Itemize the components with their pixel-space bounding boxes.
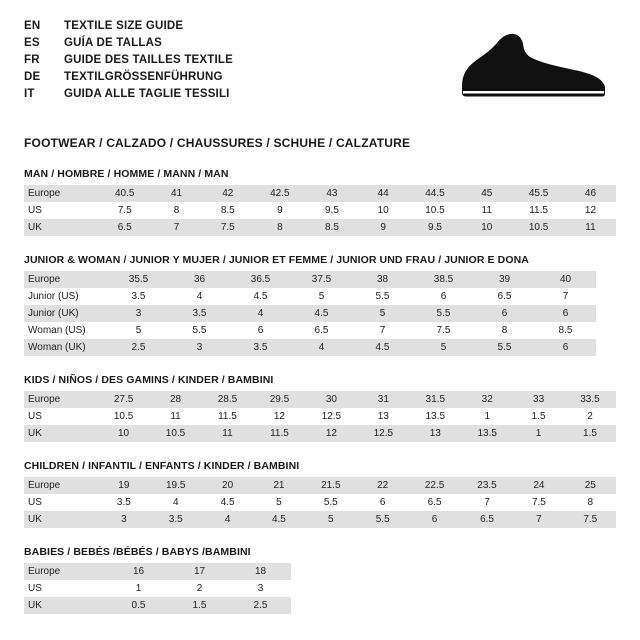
size-cell: 6 [474, 305, 535, 322]
size-cell: 19 [98, 477, 149, 494]
language-code: ES [24, 37, 40, 49]
size-cell: 9.5 [306, 202, 358, 219]
size-cell: 5.5 [474, 339, 535, 356]
size-table [24, 391, 616, 442]
size-cell: 9 [358, 219, 409, 236]
size-cell: 12.5 [357, 425, 409, 442]
size-cell: 28.5 [202, 391, 254, 408]
size-cell: 6 [535, 339, 596, 356]
size-cell: 40 [535, 271, 596, 288]
size-cell: 7.5 [413, 322, 474, 339]
size-cell: 7 [352, 322, 413, 339]
size-block-title: KIDS / NIÑOS / DES GAMINS / KINDER / BAMBINI [24, 374, 274, 386]
size-cell: 6.5 [291, 322, 352, 339]
size-cell: 17 [169, 563, 230, 580]
size-cell: 6 [413, 288, 474, 305]
size-cell: 18 [230, 563, 291, 580]
size-cell: 7 [513, 511, 564, 528]
row-label: Europe [24, 391, 98, 408]
size-cell: 13.5 [461, 425, 513, 442]
size-cell: 33.5 [564, 391, 616, 408]
page-header [24, 18, 616, 118]
size-cell: 42 [202, 185, 254, 202]
size-cell: 12 [253, 408, 305, 425]
size-cell: 7.5 [513, 494, 564, 511]
row-label: UK [24, 597, 108, 614]
size-cell: 7.5 [202, 219, 254, 236]
size-cell: 1 [461, 408, 513, 425]
size-cell: 23.5 [461, 477, 513, 494]
row-label: Woman (US) [24, 322, 108, 339]
size-block-junior-woman [24, 254, 616, 356]
row-label: UK [24, 425, 98, 442]
size-cell: 4 [291, 339, 352, 356]
size-cell: 3.5 [230, 339, 291, 356]
size-cell: 1.5 [564, 425, 616, 442]
size-cell: 10.5 [409, 202, 462, 219]
row-label: US [24, 202, 98, 219]
table-row [24, 185, 616, 202]
size-cell: 5.5 [169, 322, 230, 339]
language-title: GUIDE DES TAILLES TEXTILE [64, 54, 233, 66]
size-cell: 1 [513, 425, 564, 442]
size-cell: 7 [535, 288, 596, 305]
row-label: Europe [24, 477, 98, 494]
size-cell: 4.5 [352, 339, 413, 356]
size-block-title: CHILDREN / INFANTIL / ENFANTS / KINDER / BAMBINI [24, 460, 300, 472]
size-cell: 3.5 [108, 288, 169, 305]
table-row [24, 219, 616, 236]
size-cell: 10.5 [150, 425, 202, 442]
size-cell: 8.5 [535, 322, 596, 339]
size-table [24, 185, 616, 236]
size-cell: 5 [108, 322, 169, 339]
size-block-title: MAN / HOMBRE / HOMME / MANN / MAN [24, 168, 229, 180]
row-label: UK [24, 219, 98, 236]
size-cell: 1.5 [169, 597, 230, 614]
size-cell: 25 [565, 477, 616, 494]
size-table [24, 477, 616, 528]
size-cell: 11.5 [253, 425, 305, 442]
size-block-man [24, 168, 616, 236]
size-cell: 2.5 [230, 597, 291, 614]
size-cell: 5 [413, 339, 474, 356]
table-row [24, 202, 616, 219]
size-cell: 30 [305, 391, 357, 408]
size-cell: 6 [230, 322, 291, 339]
size-cell: 7.5 [98, 202, 151, 219]
size-cell: 9 [254, 202, 307, 219]
dress-shoe-icon [422, 24, 622, 104]
size-block-babies [24, 546, 616, 614]
size-cell: 6.5 [474, 288, 535, 305]
size-cell: 4 [230, 305, 291, 322]
size-cell: 21.5 [305, 477, 357, 494]
size-cell: 6.5 [408, 494, 460, 511]
row-label: Junior (US) [24, 288, 108, 305]
size-cell: 31.5 [409, 391, 461, 408]
size-cell: 6.5 [461, 511, 513, 528]
table-row [24, 322, 596, 339]
size-cell: 13.5 [409, 408, 461, 425]
size-cell: 4.5 [253, 511, 304, 528]
size-cell: 4.5 [230, 288, 291, 305]
size-cell: 12 [565, 202, 616, 219]
size-cell: 0.5 [108, 597, 169, 614]
size-cell: 8 [474, 322, 535, 339]
size-cell: 10 [358, 202, 409, 219]
size-cell: 11 [150, 408, 202, 425]
size-table [24, 563, 291, 614]
size-cell: 31 [357, 391, 409, 408]
size-cell: 2.5 [108, 339, 169, 356]
size-cell: 8.5 [202, 202, 254, 219]
size-cell: 28 [150, 391, 202, 408]
size-cell: 3 [98, 511, 149, 528]
size-cell: 3 [108, 305, 169, 322]
size-cell: 10.5 [512, 219, 565, 236]
size-cell: 22.5 [408, 477, 460, 494]
size-cell: 1.5 [513, 408, 564, 425]
table-row [24, 494, 616, 511]
size-cell: 46 [565, 185, 616, 202]
table-row [24, 408, 616, 425]
row-label: US [24, 494, 98, 511]
size-cell: 4.5 [291, 305, 352, 322]
size-cell: 35.5 [108, 271, 169, 288]
size-cell: 32 [461, 391, 513, 408]
size-cell: 37.5 [291, 271, 352, 288]
row-label: Europe [24, 271, 108, 288]
size-cell: 29.5 [253, 391, 305, 408]
size-cell: 4 [202, 511, 253, 528]
table-row [24, 563, 291, 580]
size-cell: 36.5 [230, 271, 291, 288]
size-cell: 27.5 [98, 391, 150, 408]
row-label: Europe [24, 185, 98, 202]
language-code: FR [24, 54, 40, 66]
size-cell: 1 [108, 580, 169, 597]
size-cell: 4 [150, 494, 202, 511]
size-cell: 11 [565, 219, 616, 236]
table-row [24, 511, 616, 528]
size-cell: 4.5 [202, 494, 253, 511]
size-cell: 9.5 [409, 219, 462, 236]
size-cell: 8 [565, 494, 616, 511]
table-row [24, 305, 596, 322]
size-cell: 22 [357, 477, 408, 494]
size-block-title: BABIES / BEBÉS /BÉBÉS / BABYS /BAMBINI [24, 546, 251, 558]
size-cell: 12.5 [305, 408, 357, 425]
size-cell: 8 [254, 219, 307, 236]
table-row [24, 580, 291, 597]
size-cell: 11 [461, 202, 512, 219]
size-cell: 41 [151, 185, 202, 202]
size-block-children [24, 460, 616, 528]
size-cell: 6 [535, 305, 596, 322]
size-cell: 5 [253, 494, 304, 511]
size-cell: 5.5 [352, 288, 413, 305]
language-code: EN [24, 20, 41, 32]
size-cell: 3 [169, 339, 230, 356]
size-cell: 43 [306, 185, 358, 202]
table-row [24, 288, 596, 305]
size-cell: 6.5 [98, 219, 151, 236]
size-tables-container [24, 168, 616, 614]
size-cell: 39 [474, 271, 535, 288]
size-cell: 36 [169, 271, 230, 288]
size-cell: 13 [409, 425, 461, 442]
row-label: Woman (UK) [24, 339, 108, 356]
size-cell: 4 [169, 288, 230, 305]
language-title: GUIDA ALLE TAGLIE TESSILI [64, 88, 230, 100]
size-cell: 8.5 [306, 219, 358, 236]
size-cell: 5 [305, 511, 357, 528]
size-cell: 38 [352, 271, 413, 288]
table-row [24, 391, 616, 408]
size-cell: 45.5 [512, 185, 565, 202]
size-cell: 21 [253, 477, 304, 494]
size-block-kids [24, 374, 616, 442]
size-cell: 42.5 [254, 185, 307, 202]
size-cell: 2 [564, 408, 616, 425]
row-label: Europe [24, 563, 108, 580]
size-cell: 5.5 [357, 511, 408, 528]
table-row [24, 597, 291, 614]
size-cell: 44 [358, 185, 409, 202]
row-label: US [24, 408, 98, 425]
size-cell: 5.5 [413, 305, 474, 322]
language-code: IT [24, 88, 35, 100]
size-cell: 24 [513, 477, 564, 494]
size-cell: 40.5 [98, 185, 151, 202]
size-cell: 2 [169, 580, 230, 597]
size-cell: 3.5 [150, 511, 202, 528]
language-title: TEXTILE SIZE GUIDE [64, 20, 184, 32]
row-label: UK [24, 511, 98, 528]
size-cell: 20 [202, 477, 253, 494]
language-code: DE [24, 71, 41, 83]
size-cell: 10 [98, 425, 150, 442]
size-cell: 7 [461, 494, 513, 511]
size-cell: 10.5 [98, 408, 150, 425]
size-cell: 5 [352, 305, 413, 322]
size-cell: 11.5 [512, 202, 565, 219]
size-cell: 6 [357, 494, 408, 511]
table-row [24, 339, 596, 356]
size-cell: 3.5 [169, 305, 230, 322]
table-row [24, 477, 616, 494]
size-cell: 11.5 [202, 408, 254, 425]
language-title: GUÍA DE TALLAS [64, 37, 162, 49]
size-cell: 16 [108, 563, 169, 580]
size-cell: 12 [305, 425, 357, 442]
size-cell: 13 [357, 408, 409, 425]
size-cell: 6 [408, 511, 460, 528]
size-cell: 33 [513, 391, 564, 408]
size-cell: 5 [291, 288, 352, 305]
size-cell: 7 [151, 219, 202, 236]
size-cell: 5.5 [305, 494, 357, 511]
size-cell: 45 [461, 185, 512, 202]
size-cell: 3 [230, 580, 291, 597]
size-cell: 38.5 [413, 271, 474, 288]
language-title: TEXTILGRÖSSENFÜHRUNG [64, 71, 223, 83]
table-row [24, 425, 616, 442]
table-row [24, 271, 596, 288]
size-cell: 8 [151, 202, 202, 219]
footwear-section-title: FOOTWEAR / CALZADO / CHAUSSURES / SCHUHE / CALZATURE [24, 136, 411, 150]
size-cell: 19.5 [150, 477, 202, 494]
size-table [24, 271, 596, 356]
size-cell: 44.5 [409, 185, 462, 202]
row-label: Junior (UK) [24, 305, 108, 322]
size-cell: 10 [461, 219, 512, 236]
size-cell: 7.5 [565, 511, 616, 528]
size-cell: 11 [202, 425, 254, 442]
row-label: US [24, 580, 108, 597]
size-block-title: JUNIOR & WOMAN / JUNIOR Y MUJER / JUNIOR ET FEMME / JUNIOR UND FRAU / JUNIOR E DONA [24, 254, 529, 266]
size-cell: 3.5 [98, 494, 149, 511]
